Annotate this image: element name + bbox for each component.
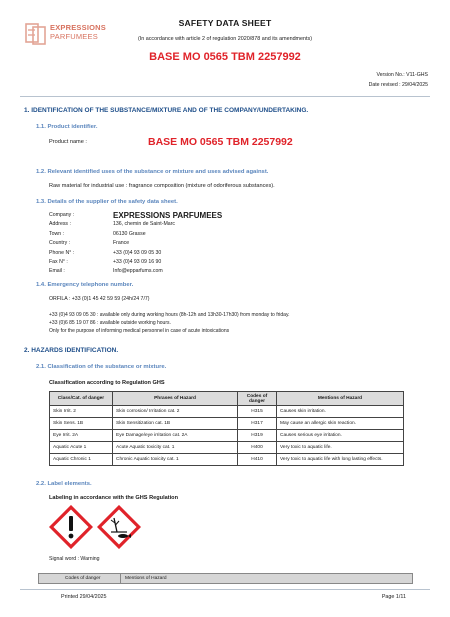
supplier-town-value: 06130 Grasse [113,231,146,237]
supplier-company-value: EXPRESSIONS PARFUMEES [113,211,223,220]
emergency-line-1: +33 (0)4 93 09 05 30 : available only during working hours (8h-12h and 13h30-17h30) from monday to friday. [49,312,290,318]
supplier-fax-value: +33 (0)4 93 09 16 90 [113,259,162,265]
page-number: Page 1/11 [381,594,406,600]
table-cell: H410 [238,454,277,466]
section-2-2-heading: 2.2. Label elements. [36,481,92,487]
orfila-phone: ORFILA : +33 (0)1 45 42 59 59 (24h/24 7/7) [49,296,150,302]
version-number: Version No.: V11-GHS [376,72,428,78]
classification-table [49,391,404,466]
supplier-town-label: Town : [49,231,64,237]
table-cell: Skin Irrit. 2 [50,406,113,418]
table-cell: Very toxic to aquatic life with long lasting effects. [277,454,404,466]
logo-text-line2: PARFUMEES [50,32,98,41]
hazard-statements-header [38,573,413,584]
identified-use: Raw material for industrial use : fragrance composition (mixture of odoriferous substances). [49,183,275,189]
table-cell: Eye Damage/eye irritation cat. 2A [113,430,238,442]
printed-date: Printed 29/04/2025 [61,594,107,600]
section-1-3-heading: 1.3. Details of the supplier of the safety data sheet. [36,199,178,205]
table-cell: H315 [238,406,277,418]
col-header-codes: Codes of danger [238,392,277,406]
table-cell: Aquatic Acute 1 [50,442,113,454]
table-row [50,442,404,454]
emergency-line-2: +33 (0)6 85 19 07 86 : available outside working hours. [49,320,171,326]
table-cell: Skin Sens. 1B [50,418,113,430]
table-cell: Skin corrosion/ Irritation cat. 2 [113,406,238,418]
labeling-heading: Labeling in accordance with the GHS Regulation [49,495,178,501]
classification-heading: Classification according to Regulation GHS [49,380,165,386]
supplier-address-label: Address : [49,221,71,227]
section-2-1-heading: 2.1. Classification of the substance or mixture. [36,364,167,370]
table-cell: Aquatic Chronic 1 [50,454,113,466]
supplier-email-label: Email : [49,268,65,274]
table-cell: Very toxic to aquatic life. [277,442,404,454]
header-mentions-of-hazard: Mentions of Hazard [125,575,167,581]
header-codes-of-danger: Codes of danger [39,574,121,583]
logo-text-line1: EXPRESSIONS [50,23,106,32]
table-cell: H319 [238,430,277,442]
supplier-country-label: Country : [49,240,71,246]
supplier-email-value[interactable]: Info@epparfums.com [113,268,163,274]
supplier-company-label: Company : [49,212,75,218]
supplier-phone-value: +33 (0)4 93 09 05 30 [113,250,162,256]
supplier-country-value: France [113,240,130,246]
document-title: SAFETY DATA SHEET [178,18,272,28]
table-cell: Causes skin irritation. [277,406,404,418]
date-revised: Date revised : 29/04/2025 [368,82,428,88]
table-cell: H317 [238,418,277,430]
supplier-phone-label: Phone N° : [49,250,75,256]
table-cell: Skin Sensitization cat. 1B [113,418,238,430]
header-product-name: BASE MO 0565 TBM 2257992 [149,51,301,63]
table-cell: Chronic Aquatic toxicity cat. 1 [113,454,238,466]
product-name-value: BASE MO 0565 TBM 2257992 [148,136,293,148]
table-cell: Eye Irrit. 2A [50,430,113,442]
table-cell: Causes serious eye irritation. [277,430,404,442]
col-header-mentions: Mentions of Hazard [277,392,404,406]
table-cell: H400 [238,442,277,454]
col-header-class: Class/Cat. of danger [50,392,113,406]
col-header-phrases: Phrases of Hazard [113,392,238,406]
supplier-fax-label: Fax N° : [49,259,68,265]
environment-hazard-icon [97,505,141,549]
emergency-line-3: Only for the purpose of informing medical personnel in case of acute intoxications [49,328,230,334]
table-row [50,454,404,466]
table-cell: Acute Aquatic toxicity cat. 1 [113,442,238,454]
section-2-title: 2. HAZARDS IDENTIFICATION. [24,347,119,354]
exclamation-mark-icon [49,505,93,549]
section-1-1-heading: 1.1. Product identifier. [36,124,98,130]
product-name-label: Product name : [49,139,87,145]
document-subtitle: (In accordance with article 2 of regulation 2020/878 and its amendments) [137,36,313,42]
signal-word: Signal word : Warning [49,556,100,562]
table-header-row [50,392,404,406]
footer-divider [20,589,430,590]
header-divider [20,96,430,97]
section-1-2-heading: 1.2. Relevant identified uses of the substance or mixture and uses advised against. [36,169,269,175]
table-row [50,406,404,418]
table-row [50,430,404,442]
section-1-4-heading: 1.4. Emergency telephone number. [36,282,134,288]
section-1-title: 1. IDENTIFICATION OF THE SUBSTANCE/MIXTURE AND OF THE COMPANY/UNDERTAKING. [24,107,309,114]
table-row [50,418,404,430]
table-cell: May cause an allergic skin reaction. [277,418,404,430]
supplier-address-value: 136, chemin de Saint-Marc [113,221,175,227]
